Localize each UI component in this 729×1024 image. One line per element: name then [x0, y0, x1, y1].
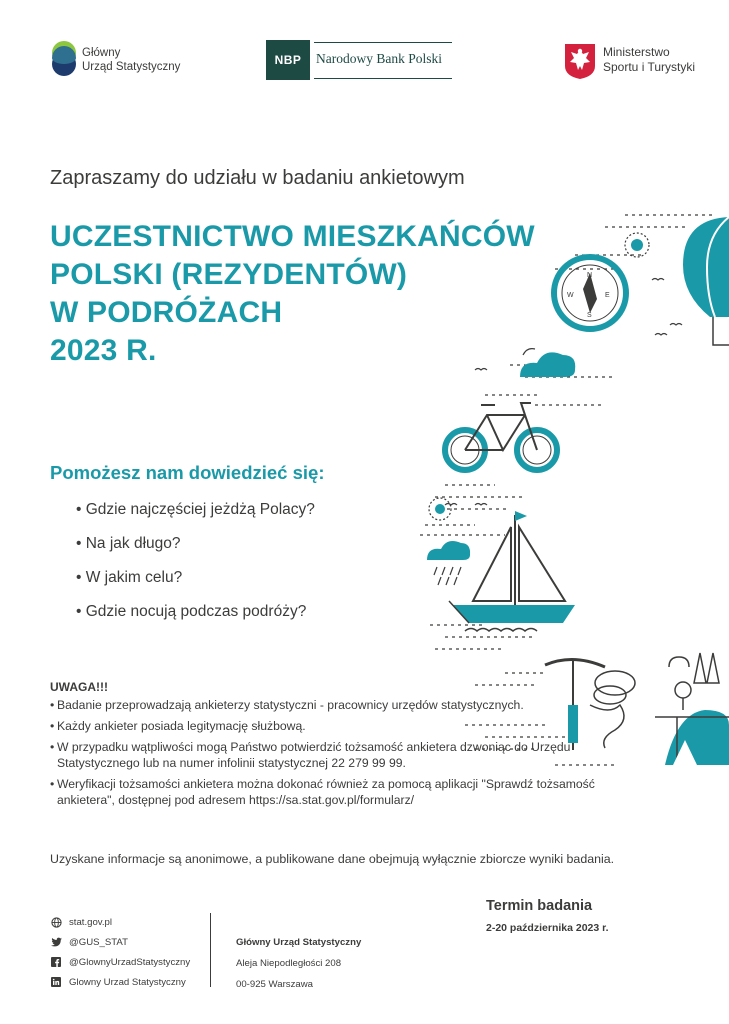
svg-text:W: W [567, 292, 574, 299]
ministry-logo-text [603, 45, 695, 75]
subheading: Pomożesz nam dowiedzieć się: [50, 462, 325, 483]
question-item: • Gdzie nocują podczas podróży? [76, 603, 307, 620]
title-line: W PODRÓŻACH [50, 296, 283, 329]
footer-address [236, 932, 361, 995]
compass-icon [554, 257, 626, 329]
footer-link-website[interactable] [50, 912, 190, 932]
nbp-logo-mark: NBP [266, 40, 310, 80]
anonymity-note: Uzyskane informacje są anonimowe, a publikowane dane obejmują wyłącznie zbiorcze wyniki badania. [50, 852, 615, 866]
cloud-icon [520, 349, 575, 377]
footer-link-text: @GlownyUrzadStatystyczny [69, 956, 191, 968]
intro-text: Zapraszamy do udziału w badaniu ankietowym [50, 167, 465, 189]
warning-list [50, 697, 650, 813]
footer-link-linkedin[interactable] [50, 972, 190, 992]
trees-icon [669, 653, 719, 710]
rain-cloud-icon [427, 541, 470, 585]
travel-illustration [415, 205, 729, 780]
questions-list [76, 500, 315, 636]
nbp-logo-name: Narodowy Bank Polski [316, 51, 442, 66]
ministry-eagle-emblem-icon [563, 42, 597, 80]
warning-item: • Weryfikacji tożsamości ankietera można dokonać również za pomocą aplikacji "Sprawdź tożsamość ankietera", dostępnej pod adresem https://sa.stat.gov.pl/formularz/ [50, 776, 650, 808]
question-item: • Na jak długo? [76, 535, 181, 552]
hot-air-balloon-icon [683, 217, 729, 345]
warning-title: UWAGA!!! [50, 680, 108, 694]
gus-name-line2: Urząd Statystyczny [82, 61, 181, 73]
warning-item: • Każdy ankieter posiada legitymację służbową. [50, 718, 650, 734]
survey-term-title: Termin badania [486, 898, 593, 914]
bicycle-icon [445, 403, 557, 470]
gus-name-line1: Główny [82, 47, 121, 59]
footer-links [50, 912, 190, 992]
footer-org-name: Główny Urząd Statystyczny [236, 937, 362, 948]
survey-term-date: 2-20 października 2023 r. [486, 922, 609, 934]
warning-item: • W przypadku wątpliwości mogą Państwo potwierdzić tożsamość ankietera dzwoniąc do Urzędu Statystycznego lub na numer infolinii statystycznej 22 279 99 99. [50, 739, 650, 771]
birds-icon [445, 279, 682, 506]
sun-icon [625, 233, 649, 257]
footer-link-text: Glowny Urzad Statystyczny [69, 976, 186, 988]
ministry-name-line2: Sportu i Turystyki [603, 60, 696, 74]
footer-link-text: stat.gov.pl [69, 916, 113, 928]
facebook-icon [50, 956, 62, 968]
twitter-icon [50, 936, 62, 948]
warning-item: • Badanie przeprowadzają ankieterzy statystyczni - pracownicy urzędów statystycznych. [50, 697, 650, 713]
title-line: POLSKI (REZYDENTÓW) [50, 258, 408, 291]
footer-address-line2: 00-925 Warszawa [236, 979, 313, 990]
gus-logo-text [82, 46, 180, 74]
nbp-divider-bottom [314, 78, 452, 79]
ministry-name-line1: Ministerstwo [603, 45, 670, 59]
footer-address-line1: Aleja Niepodległości 208 [236, 958, 342, 969]
footer-link-text: @GUS_STAT [69, 936, 128, 948]
sailboat-icon [449, 511, 575, 631]
title-line: 2023 R. [50, 334, 157, 367]
svg-text:S: S [587, 312, 592, 319]
globe-icon [50, 916, 62, 928]
footer-divider [210, 913, 211, 987]
tent-icon [655, 710, 729, 765]
nbp-divider-top [314, 42, 452, 43]
svg-text:E: E [605, 292, 610, 299]
footer-link-twitter[interactable] [50, 932, 190, 952]
question-item: • W jakim celu? [76, 569, 183, 586]
gus-logo-icon [50, 40, 80, 80]
linkedin-icon [50, 976, 62, 988]
svg-text:N: N [587, 272, 593, 279]
question-item: • Gdzie najczęściej jeżdżą Polacy? [76, 501, 315, 518]
footer-link-facebook[interactable] [50, 952, 190, 972]
title-line: UCZESTNICTWO MIESZKAŃCÓW [50, 220, 535, 253]
